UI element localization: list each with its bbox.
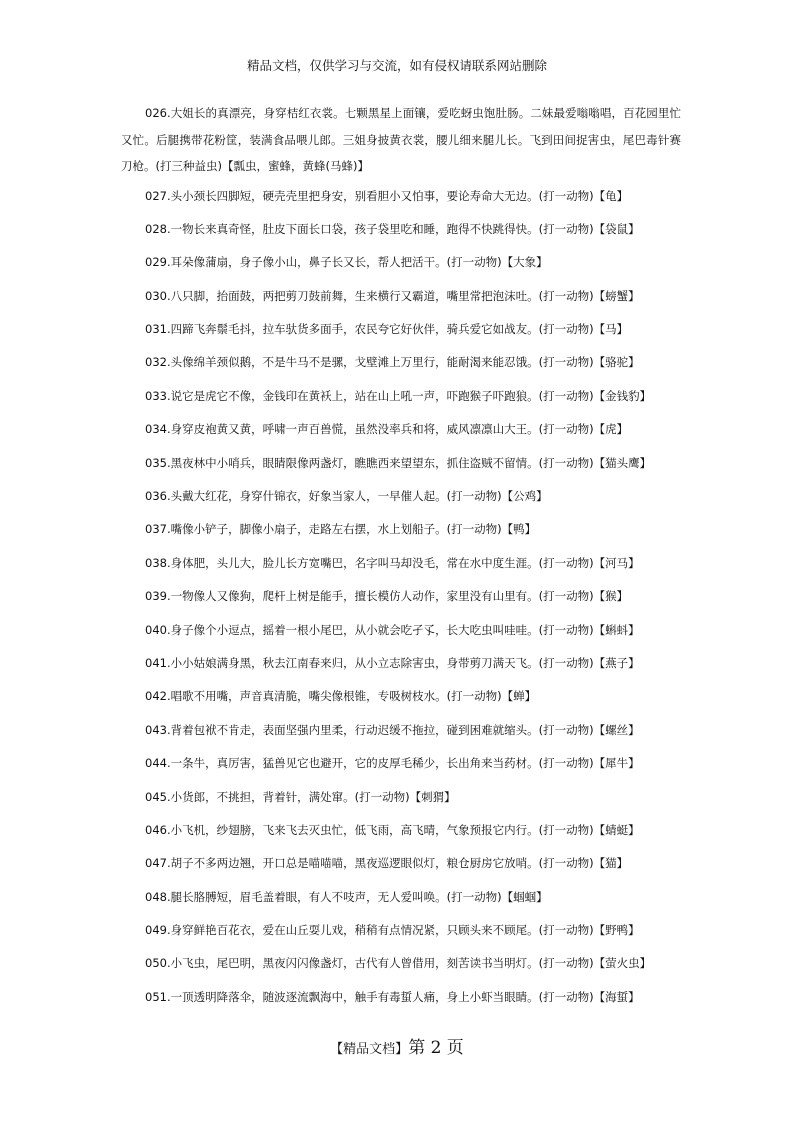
riddle-item-050: 050.小飞虫，尾巴明，黑夜闪闪像盏灯，古代有人曾借用，刻苦读书当明灯。(打一动物)【萤火虫】 [145,956,652,971]
riddle-item-042: 042.唱歌不用嘴，声音真清脆，嘴尖像根锥，专吸树枝水。(打一动物)【蝉】 [145,689,537,704]
riddle-item-040: 040.身子像个小逗点，摇着一根小尾巴，从小就会吃孑孓，长大吃虫叫哇哇。(打一动物)【蝌蚪】 [145,622,640,637]
riddle-item-028: 028.一物长来真奇怪，肚皮下面长口袋，孩子袋里吃和睡，跑得不快跳得快。(打一动物)【袋鼠】 [145,221,640,236]
riddle-item-032: 032.头像绵羊颈似鹅，不是牛马不是骡，戈壁滩上万里行，能耐渴来能忍饿。(打一动物)【骆驼】 [145,355,640,370]
page-header: 精品文档，仅供学习与交流，如有侵权请联系网站删除 [246,58,547,73]
riddle-item-039: 039.一物像人又像狗，爬杆上树是能手，擅长模仿人动作，家里没有山里有。(打一动物)【猴】 [145,589,629,604]
riddle-item-031: 031.四蹄飞奔鬃毛抖，拉车驮货多面手，农民夸它好伙伴，骑兵爱它如战友。(打一动物)【马】 [145,322,629,337]
riddle-item-048: 048.腿长胳膊短，眉毛盖着眼，有人不吱声，无人爱叫唤。(打一动物)【蝈蝈】 [145,889,548,904]
riddle-item-033: 033.说它是虎它不像，金钱印在黄袄上，站在山上吼一声，吓跑猴子吓跑狼。(打一动物)【金钱豹】 [145,388,652,403]
riddle-item-049: 049.身穿鲜艳百花衣，爱在山丘耍儿戏，稍稍有点情况紧，只顾头来不顾尾。(打一动物)【野鸭】 [145,923,640,938]
riddle-item-043: 043.背着包袱不肯走，表面坚强内里柔，行动迟缓不拖拉，碰到困难就缩头。(打一动物)【螺丝】 [145,722,640,737]
riddle-item-035: 035.黑夜林中小哨兵，眼睛限像两盏灯，瞧瞧西来望望东，抓住盗贼不留情。(打一动物)【猫头鹰】 [145,455,652,470]
riddle-item-038: 038.身体肥，头儿大，脸儿长方宽嘴巴，名字叫马却没毛，常在水中度生涯。(打一动物)【河马】 [145,555,640,570]
riddle-item-029: 029.耳朵像蒲扇，身子像小山，鼻子长又长，帮人把活干。(打一动物)【大象】 [145,255,548,270]
riddle-item-051: 051.一顶透明降落伞，随波逐流飘海中，触手有毒蜇人痛，身上小虾当眼睛。(打一动物)【海蜇】 [145,989,640,1004]
riddle-item-034: 034.身穿皮袍黄又黄，呼啸一声百兽慌，虽然没率兵和将，威风凛凛山大王。(打一动物)【虎】 [145,422,629,437]
riddle-item-027: 027.头小颈长四脚短，硬壳壳里把身安，别看胆小又怕事，要论寿命大无边。(打一动物)【龟】 [145,188,629,203]
riddle-item-046: 046.小飞机，纱翅膀，飞来飞去灭虫忙，低飞雨，高飞晴，气象预报它内行。(打一动物)【蜻蜓】 [145,822,640,837]
riddle-item-036: 036.头戴大红花，身穿什锦衣，好象当家人，一早催人起。(打一动物)【公鸡】 [145,489,548,504]
riddle-item-026: 026.大姐长的真漂亮，身穿桔红衣裳。七颗黑星上面镶，爱吃蚜虫饱肚肠。二妹最爱嗡嗡唱，百花园里忙又忙。后腿携带花粉筐，装满食品喂儿郎。三姐身披黄衣裳，腰儿细来腿儿长。飞到田间捉害虫，尾巴毒针赛刀枪。(打三种益虫)【瓢虫，蜜蜂，黄蜂(马蜂)】 [121,106,681,173]
footer-tag: 【精品文档】 [330,1042,409,1057]
riddle-item-044: 044.一条牛，真厉害，猛兽见它也避开，它的皮厚毛稀少，长出角来当药材。(打一动物)【犀牛】 [145,756,640,771]
riddle-item-041: 041.小小姑娘满身黑，秋去江南春来归，从小立志除害虫，身带剪刀满天飞。(打一动物)【燕子】 [145,655,640,670]
riddle-item-047: 047.胡子不多两边翘，开口总是喵喵喵，黑夜巡逻眼似灯，粮仓厨房它放哨。(打一动物)【猫】 [145,856,629,871]
riddle-item-037: 037.嘴像小铲子，脚像小扇子，走路左右摆，水上划船子。(打一动物)【鸭】 [145,522,537,537]
riddle-item-030: 030.八只脚，抬面鼓，两把剪刀鼓前舞，生来横行又霸道，嘴里常把泡沫吐。(打一动物)【螃蟹】 [145,288,640,303]
page-number: 第 2 页 [408,1038,464,1058]
riddle-list [121,100,681,1014]
riddle-item-045: 045.小货郎，不挑担，背着针，满处窜。(打一动物)【刺猬】 [145,789,456,804]
page-footer [0,1033,794,1058]
